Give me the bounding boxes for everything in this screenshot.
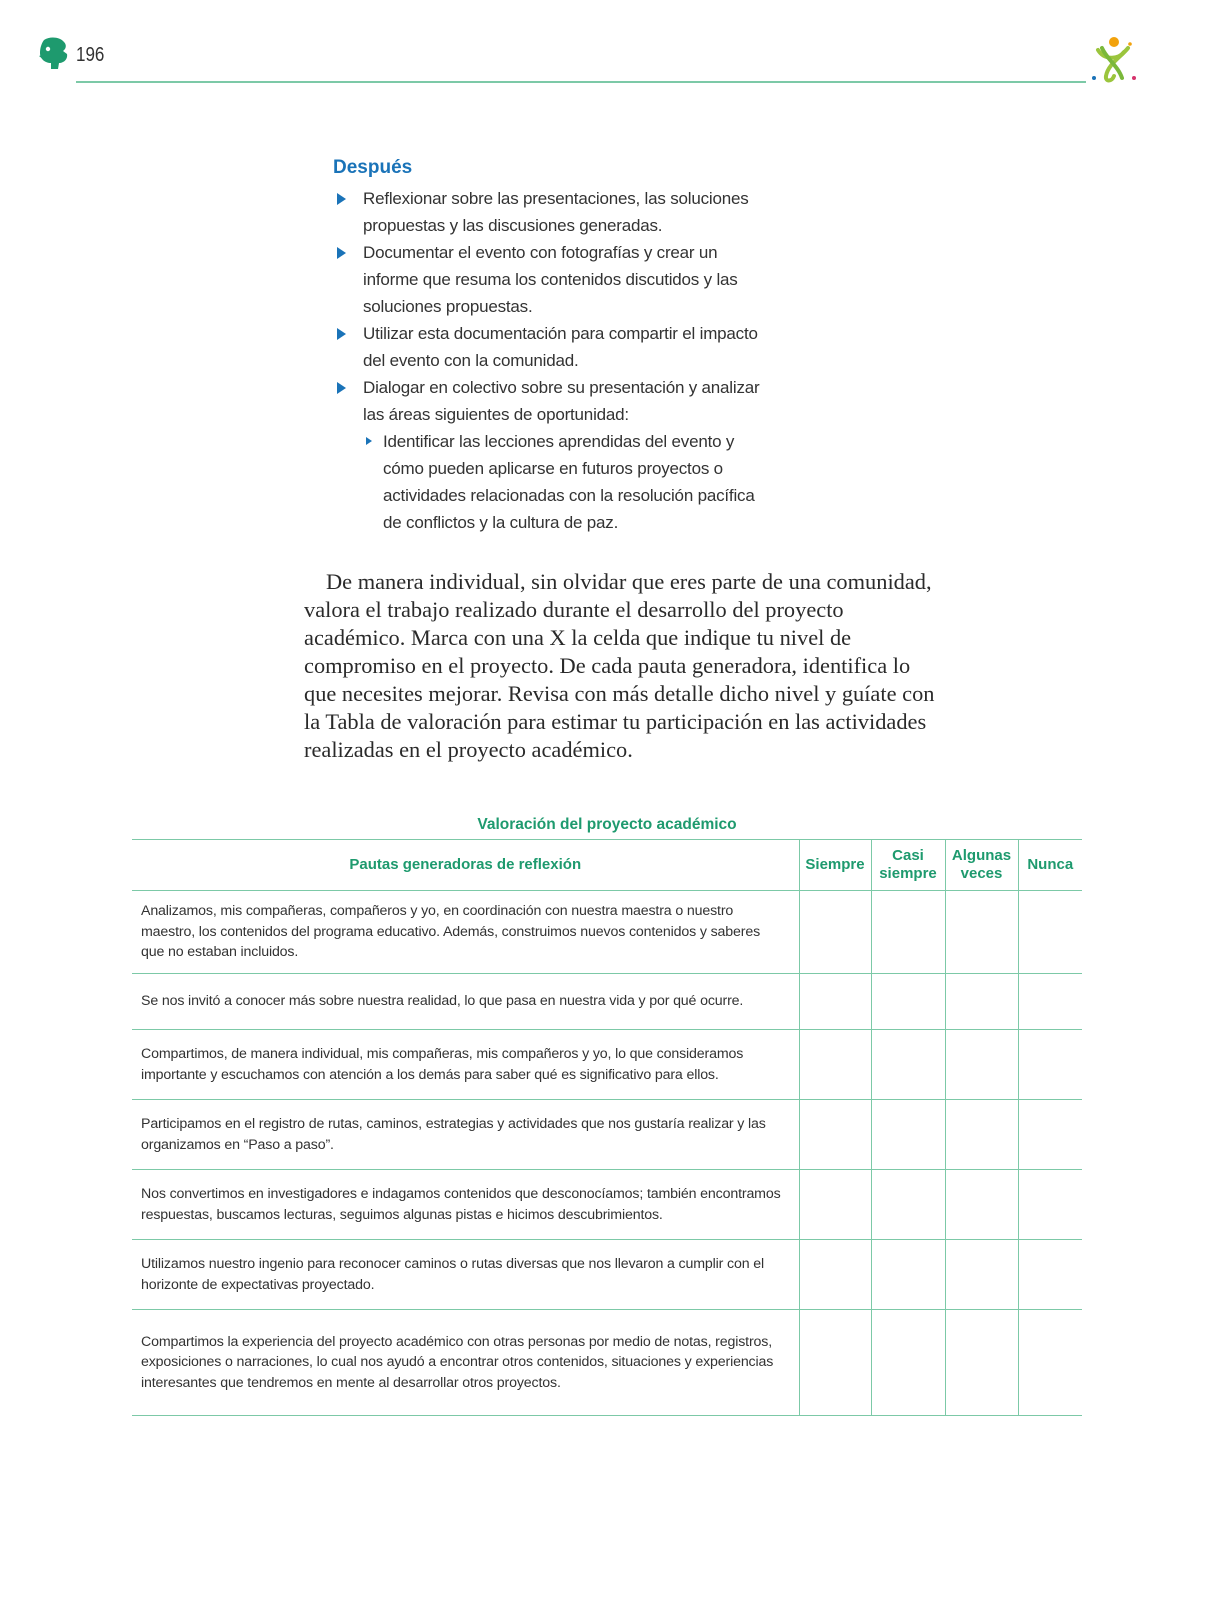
nunca-checkbox-cell[interactable]	[1018, 974, 1082, 1030]
section-heading: Después	[333, 157, 413, 178]
statement-cell: Analizamos, mis compañeras, compañeros y yo, en coordinación con nuestra maestra o nuestro maestro, los contenidos del programa educativo. Además, construimos nuevos contenidos y saberes que no estaban incluidos.	[132, 891, 799, 974]
list-item-text: Utilizar esta documentación para compartir el impacto del evento con la comunidad.	[363, 324, 758, 370]
bullet-triangle-icon	[337, 328, 346, 340]
sub-list-item-text: Identificar las lecciones aprendidas del evento y cómo pueden aplicarse en futuros proyectos o actividades relacionadas con la resolución pacífica de conflictos y la cultura de paz.	[383, 432, 755, 532]
green-mascot-icon	[36, 36, 70, 72]
list-item	[333, 320, 763, 374]
algunas-veces-checkbox-cell[interactable]	[945, 891, 1018, 974]
table-row	[132, 891, 1082, 974]
bullet-triangle-icon	[337, 247, 346, 259]
siempre-checkbox-cell[interactable]	[799, 1310, 871, 1416]
list-item-text: Documentar el evento con fotografías y crear un informe que resuma los contenidos discutidos y las soluciones propuestas.	[363, 243, 738, 316]
casi-siempre-checkbox-cell[interactable]	[871, 1170, 945, 1240]
header-nunca: Nunca	[1018, 840, 1082, 891]
table-title: Valoración del proyecto académico	[477, 816, 737, 833]
page-number: 196	[76, 44, 105, 66]
despues-list	[333, 185, 763, 536]
instruction-paragraph: De manera individual, sin olvidar que eres parte de una comunidad, valora el trabajo realizado durante el desarrollo del proyecto académico. Marca con una X la celda que indique tu nivel de compromiso en el proyecto. De cada pauta generadora, identifica lo que necesites mejorar. Revisa con más detalle dicho nivel y guíate con la Tabla de valoración para estimar tu participación en las actividades realizadas en el proyecto académico.	[304, 569, 935, 762]
siempre-checkbox-cell[interactable]	[799, 974, 871, 1030]
casi-siempre-checkbox-cell[interactable]	[871, 974, 945, 1030]
despues-section	[333, 157, 763, 536]
algunas-veces-checkbox-cell[interactable]	[945, 1170, 1018, 1240]
nunca-checkbox-cell[interactable]	[1018, 1100, 1082, 1170]
algunas-veces-checkbox-cell[interactable]	[945, 1100, 1018, 1170]
siempre-checkbox-cell[interactable]	[799, 1100, 871, 1170]
header-casi-siempre: Casi siempre	[871, 840, 945, 891]
table-row	[132, 1170, 1082, 1240]
header-siempre: Siempre	[799, 840, 871, 891]
nunca-checkbox-cell[interactable]	[1018, 1240, 1082, 1310]
evaluation-table	[132, 839, 1082, 1416]
header-divider	[76, 81, 1086, 83]
header-algunas-veces: Algunas veces	[945, 840, 1018, 891]
algunas-veces-checkbox-cell[interactable]	[945, 974, 1018, 1030]
header-pautas: Pautas generadoras de reflexión	[132, 840, 799, 891]
siempre-checkbox-cell[interactable]	[799, 1170, 871, 1240]
statement-cell: Compartimos la experiencia del proyecto académico con otras personas por medio de notas, registros, exposiciones o narraciones, lo cual nos ayudó a encontrar otros contenidos, situaciones y experiencias interesantes que tendremos en mente al desarrollar otros proyectos.	[132, 1310, 799, 1416]
casi-siempre-checkbox-cell[interactable]	[871, 1240, 945, 1310]
list-item-text: Reflexionar sobre las presentaciones, las soluciones propuestas y las discusiones generadas.	[363, 189, 749, 235]
list-item	[333, 185, 763, 239]
casi-siempre-checkbox-cell[interactable]	[871, 891, 945, 974]
table-row	[132, 1310, 1082, 1416]
algunas-veces-checkbox-cell[interactable]	[945, 1240, 1018, 1310]
statement-cell: Participamos en el registro de rutas, caminos, estrategias y actividades que nos gustaría realizar y las organizamos en “Paso a paso”.	[132, 1100, 799, 1170]
table-row	[132, 1030, 1082, 1100]
siempre-checkbox-cell[interactable]	[799, 1240, 871, 1310]
bullet-triangle-icon	[337, 193, 346, 205]
ribbon-figure-logo-icon	[1088, 34, 1140, 86]
bullet-triangle-icon	[337, 382, 346, 394]
statement-cell: Nos convertimos en investigadores e indagamos contenidos que desconocíamos; también encontramos respuestas, buscamos lecturas, seguimos algunas pistas e hicimos descubrimientos.	[132, 1170, 799, 1240]
nunca-checkbox-cell[interactable]	[1018, 1170, 1082, 1240]
sub-list-item	[363, 428, 763, 536]
casi-siempre-checkbox-cell[interactable]	[871, 1030, 945, 1100]
table-header-row	[132, 840, 1082, 891]
statement-cell: Se nos invitó a conocer más sobre nuestra realidad, lo que pasa en nuestra vida y por qué ocurre.	[132, 974, 799, 1030]
list-item	[333, 374, 763, 536]
statement-cell: Utilizamos nuestro ingenio para reconocer caminos o rutas diversas que nos llevaron a cumplir con el horizonte de expectativas proyectado.	[132, 1240, 799, 1310]
sub-list	[363, 428, 763, 536]
list-item	[333, 239, 763, 320]
table-row	[132, 1100, 1082, 1170]
nunca-checkbox-cell[interactable]	[1018, 891, 1082, 974]
casi-siempre-checkbox-cell[interactable]	[871, 1100, 945, 1170]
list-item-text: Dialogar en colectivo sobre su presentación y analizar las áreas siguientes de oportunidad:	[363, 378, 760, 424]
casi-siempre-checkbox-cell[interactable]	[871, 1310, 945, 1416]
table-row	[132, 1240, 1082, 1310]
nunca-checkbox-cell[interactable]	[1018, 1310, 1082, 1416]
table-row	[132, 974, 1082, 1030]
sub-bullet-triangle-icon	[366, 437, 372, 445]
nunca-checkbox-cell[interactable]	[1018, 1030, 1082, 1100]
algunas-veces-checkbox-cell[interactable]	[945, 1310, 1018, 1416]
statement-cell: Compartimos, de manera individual, mis compañeras, mis compañeros y yo, lo que consideramos importante y escuchamos con atención a los demás para saber qué es significativo para ellos.	[132, 1030, 799, 1100]
siempre-checkbox-cell[interactable]	[799, 1030, 871, 1100]
algunas-veces-checkbox-cell[interactable]	[945, 1030, 1018, 1100]
siempre-checkbox-cell[interactable]	[799, 891, 871, 974]
